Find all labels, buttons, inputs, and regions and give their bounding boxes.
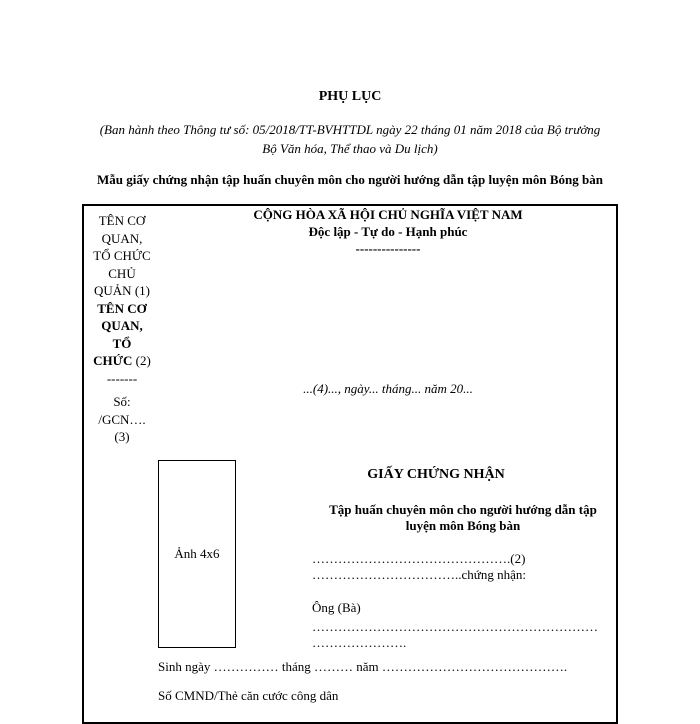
governing-body-line: TÊN CƠ xyxy=(98,213,146,228)
photo-label: Ảnh 4x6 xyxy=(174,546,220,561)
organization-line: QUAN, xyxy=(101,318,143,333)
number-line: /GCN…. xyxy=(98,411,146,427)
number-line: Số: xyxy=(113,394,131,409)
issuing-org-line: ……………………………………….(2) xyxy=(312,551,526,566)
issuance-note-line-2: Bộ Văn hóa, Thể thao và Du lịch) xyxy=(262,141,438,156)
certificate-title: GIẤY CHỨNG NHẬN xyxy=(367,467,505,482)
governing-body-line: CHỦ xyxy=(108,265,136,281)
photo-box xyxy=(158,460,236,648)
left-separator: ------- xyxy=(106,370,138,386)
issuance-note xyxy=(40,120,660,158)
national-motto: Độc lập - Tự do - Hạnh phúc xyxy=(308,224,468,239)
national-header xyxy=(170,206,606,257)
organization-note: (2) xyxy=(132,353,151,368)
mr-mrs-label: Ông (Bà) xyxy=(312,600,361,615)
name-dots-line: …………………. xyxy=(312,635,407,650)
page-title: PHỤ LỤC xyxy=(318,89,382,104)
governing-body-line: QUẢN (1) xyxy=(94,283,150,298)
certifies-line: ……………………………..chứng nhận: xyxy=(312,567,526,582)
country-name: CỘNG HÒA XÃ HỘI CHỦ NGHĨA VIỆT NAM xyxy=(253,207,523,222)
birth-date-line: Sinh ngày …………… tháng ……… năm ……………………………………. xyxy=(158,659,568,674)
organization-line: TÊN CƠ xyxy=(97,300,147,316)
number-line: (3) xyxy=(114,429,130,444)
form-title: Mẫu giấy chứng nhận tập huấn chuyên môn cho người hướng dẫn tập luyện môn Bóng bàn xyxy=(97,172,603,187)
organization-line xyxy=(86,352,158,370)
issuance-note-line-1: (Ban hành theo Thông tư số: 05/2018/TT-BVHTTDL ngày 22 tháng 01 năm 2018 của Bộ trưởng xyxy=(99,122,601,137)
name-dots-line: ………………………………………………………… xyxy=(312,619,598,634)
motto-separator: --------------- xyxy=(355,241,421,256)
organization-word: CHỨC xyxy=(93,353,133,368)
governing-body-line: TỔ CHỨC xyxy=(93,248,151,263)
certificate-subtitle: Tập huấn chuyên môn cho người hướng dẫn tập luyện môn Bóng bàn xyxy=(329,502,597,533)
left-column xyxy=(86,212,158,446)
place-date-line: ...(4)..., ngày... tháng... năm 20... xyxy=(303,381,473,396)
id-card-line: Số CMND/Thẻ căn cước công dân xyxy=(158,688,339,703)
governing-body-line: QUAN, xyxy=(101,230,143,246)
organization-line: TỔ xyxy=(112,335,132,351)
